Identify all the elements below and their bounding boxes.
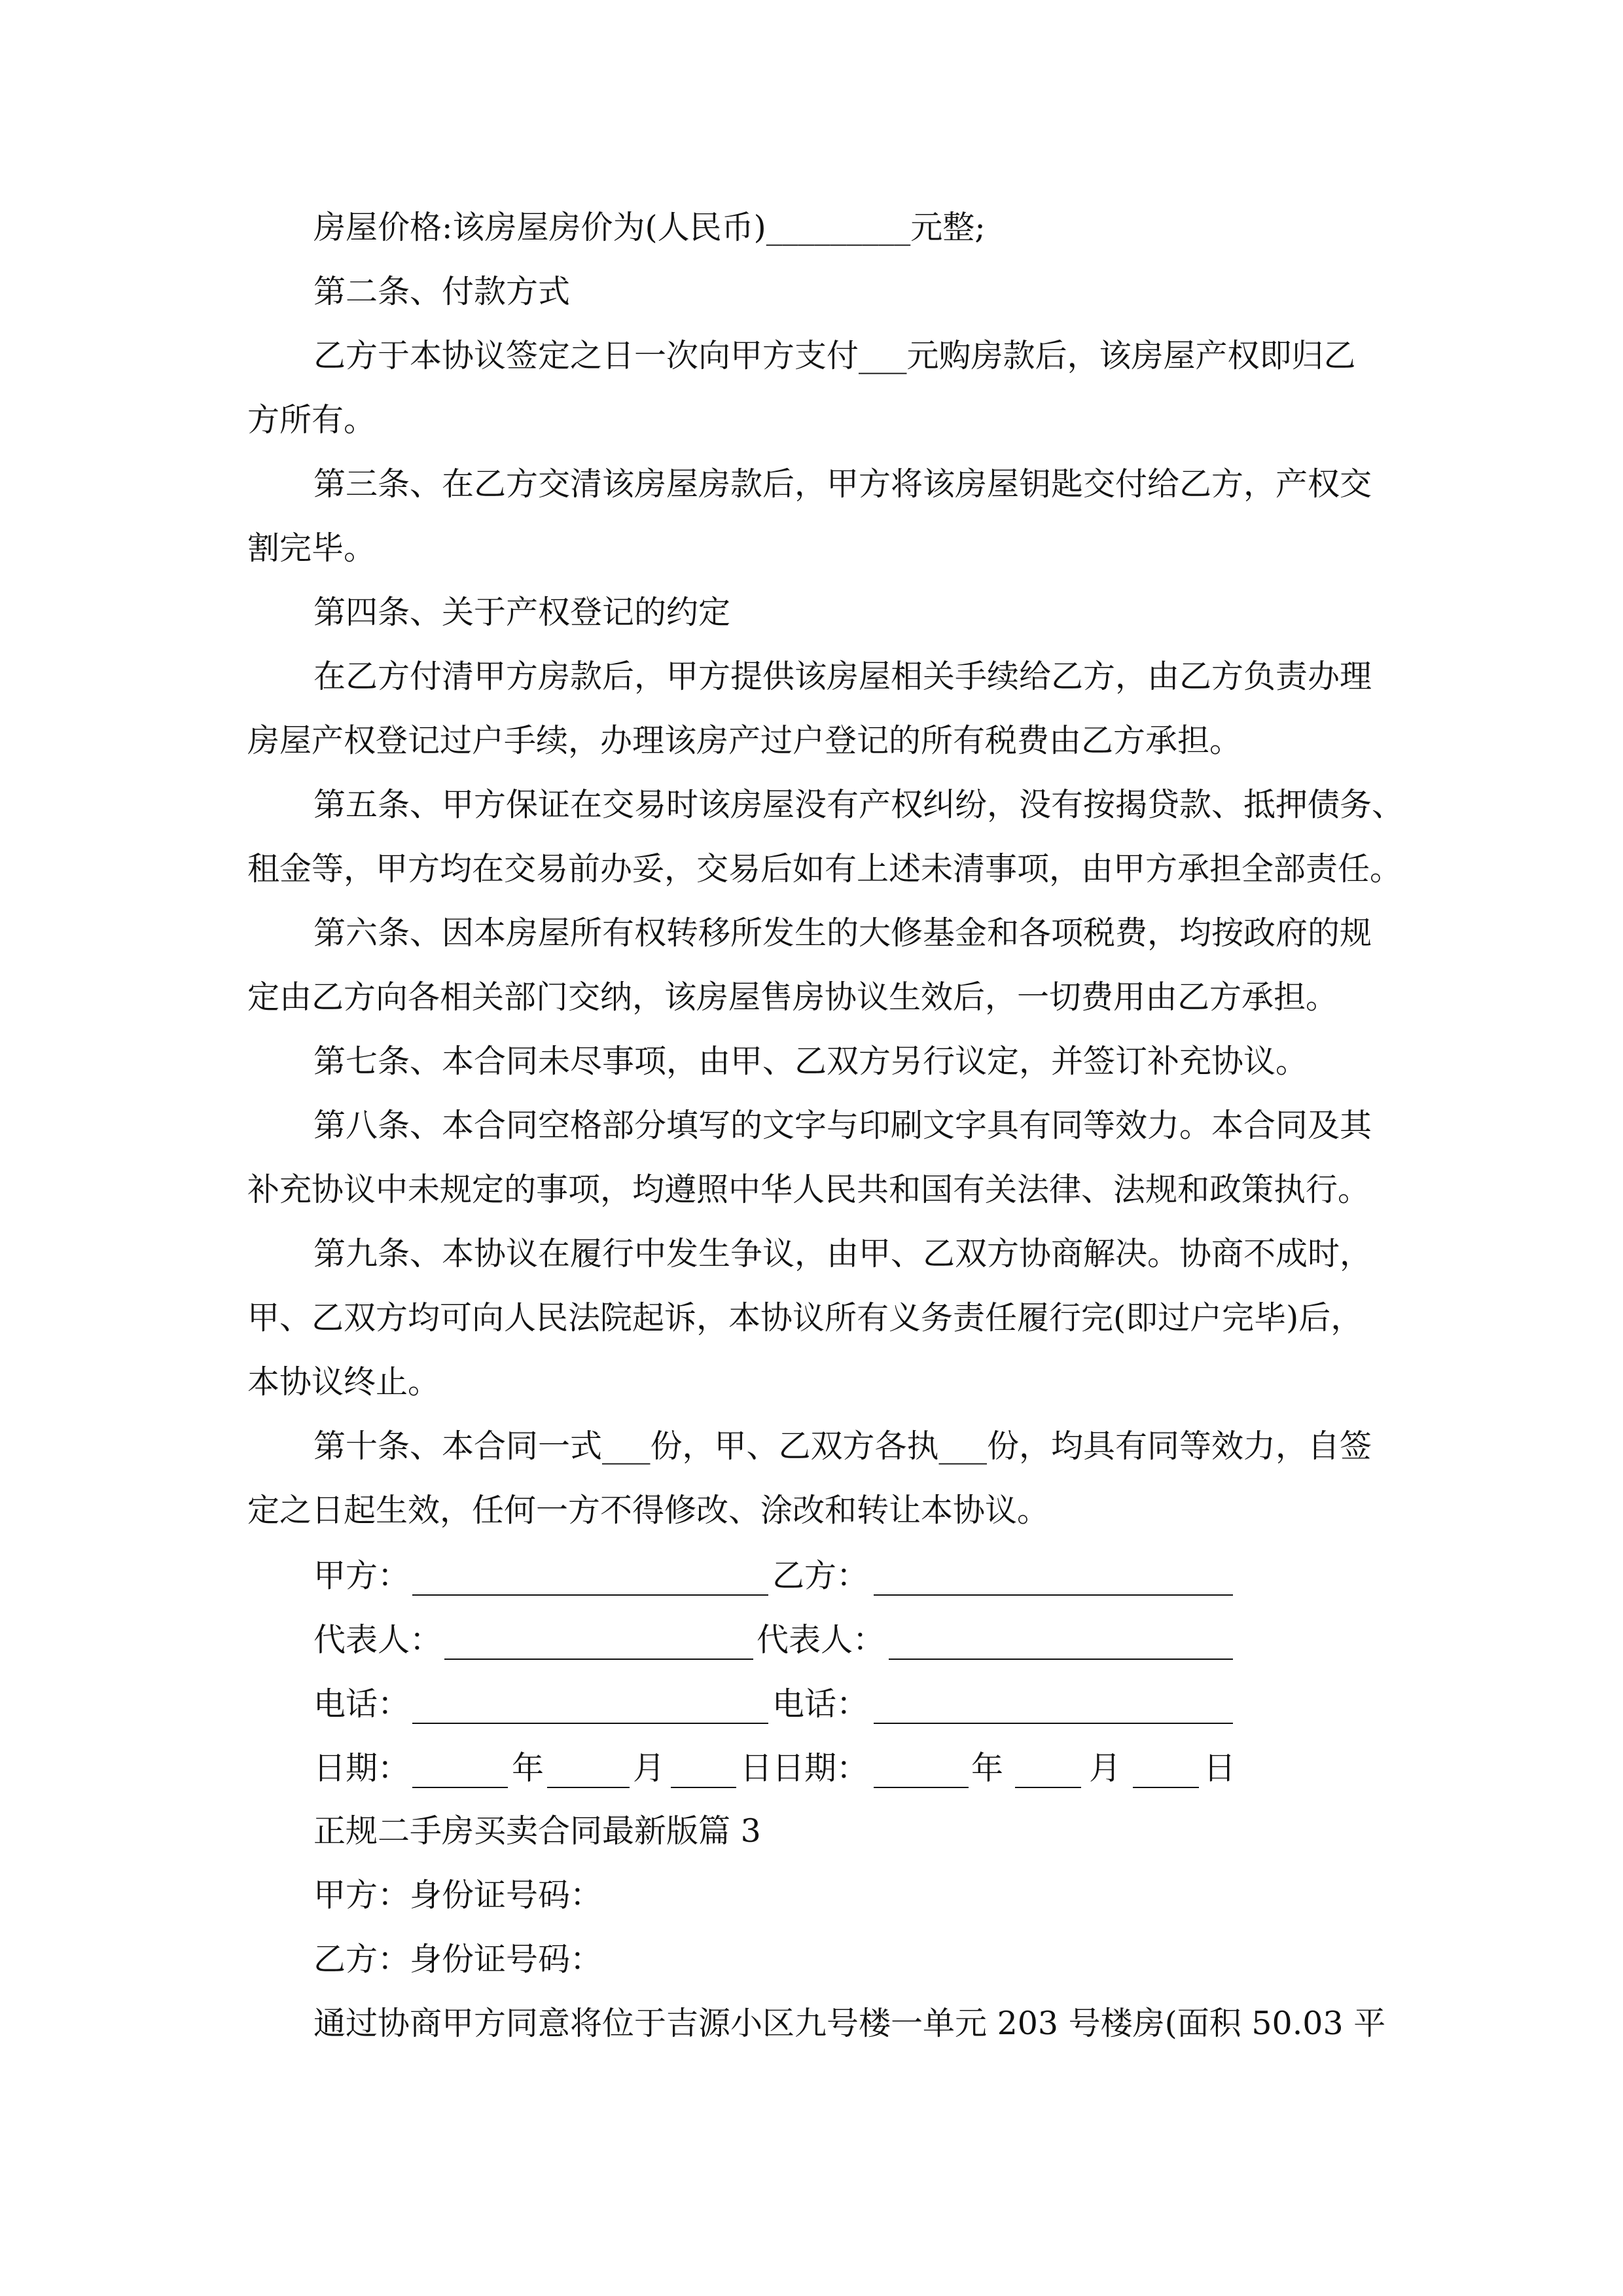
- month-a-blank[interactable]: [547, 1787, 630, 1788]
- text-line: 定由乙方向各相关部门交纳，该房屋售房协议生效后，一切费用由乙方承担。: [247, 978, 1338, 1016]
- text-line: 定之日起生效，任何一方不得修改、涂改和转让本协议。: [247, 1492, 1050, 1529]
- text-line: 第三条、在乙方交清该房屋房款后，甲方将该房屋钥匙交付给乙方，产权交: [313, 465, 1372, 503]
- year-b-label: 年: [971, 1749, 1004, 1787]
- party-b-blank[interactable]: [874, 1594, 1233, 1596]
- text-line: 第四条、关于产权登记的约定: [313, 594, 731, 631]
- phone-a-blank[interactable]: [412, 1723, 768, 1724]
- rep-b-label: 代表人：: [757, 1621, 885, 1659]
- text-line: 通过协商甲方同意将位于吉源小区九号楼一单元 203 号楼房(面积 50.03 平: [313, 2005, 1386, 2042]
- text-line: 第十条、本合同一式___份，甲、乙双方各执___份，均具有同等效力，自签: [313, 1427, 1372, 1465]
- text-line: 乙方：身份证号码：: [313, 1941, 603, 1978]
- text-line: 乙方于本协议签定之日一次向甲方支付___元购房款后，该房屋产权即归乙: [313, 337, 1356, 374]
- text-line: 方所有。: [247, 401, 376, 439]
- phone-b-blank[interactable]: [874, 1723, 1233, 1724]
- text-line: 割完毕。: [247, 529, 376, 567]
- text-line: 第七条、本合同未尽事项，由甲、乙双方另行议定，并签订补充协议。: [313, 1043, 1308, 1080]
- year-a-label: 年: [512, 1749, 544, 1787]
- month-b-blank[interactable]: [1015, 1787, 1081, 1788]
- day-date-b-label: 日日期：: [740, 1749, 869, 1787]
- text-line: 甲、乙双方均可向人民法院起诉，本协议所有义务责任履行完(即过户完毕)后，: [247, 1299, 1363, 1336]
- text-line: 租金等，甲方均在交易前办妥，交易后如有上述未清事项，由甲方承担全部责任。: [247, 850, 1402, 888]
- text-line: 第八条、本合同空格部分填写的文字与印刷文字具有同等效力。本合同及其: [313, 1107, 1372, 1144]
- text-line: 第二条、付款方式: [313, 273, 571, 310]
- text-line: 甲方：身份证号码：: [313, 1876, 603, 1914]
- text-line: 房屋产权登记过户手续，办理该房产过户登记的所有税费由乙方承担。: [247, 722, 1242, 759]
- text-line: 房屋价格:该房屋房价为(人民币)_________元整;: [313, 209, 986, 246]
- text-line: 补充协议中未规定的事项，均遵照中华人民共和国有关法律、法规和政策执行。: [247, 1171, 1370, 1208]
- text-line: 第九条、本协议在履行中发生争议，由甲、乙双方协商解决。协商不成时，: [313, 1235, 1372, 1272]
- month-a-label: 月: [633, 1749, 666, 1787]
- text-line: 本协议终止。: [247, 1363, 440, 1401]
- rep-a-label: 代表人：: [313, 1621, 442, 1659]
- year-b-blank[interactable]: [874, 1787, 969, 1788]
- day-b-label: 日: [1204, 1749, 1236, 1787]
- month-b-label: 月: [1089, 1749, 1122, 1787]
- rep-b-blank[interactable]: [889, 1659, 1233, 1660]
- date-a-label: 日期：: [313, 1749, 410, 1787]
- year-a-blank[interactable]: [412, 1787, 508, 1788]
- text-line: 正规二手房买卖合同最新版篇 3: [313, 1812, 761, 1850]
- party-b-label: 乙方：: [772, 1557, 869, 1594]
- phone-b-label: 电话：: [772, 1685, 869, 1723]
- text-line: 第六条、因本房屋所有权转移所发生的大修基金和各项税费，均按政府的规: [313, 914, 1372, 952]
- rep-a-blank[interactable]: [444, 1659, 753, 1660]
- text-line: 第五条、甲方保证在交易时该房屋没有产权纠纷，没有按揭贷款、抵押债务、: [313, 786, 1404, 823]
- text-line: 在乙方付清甲方房款后，甲方提供该房屋相关手续给乙方，由乙方负责办理: [313, 658, 1372, 695]
- phone-a-label: 电话：: [313, 1685, 410, 1723]
- day-b-blank[interactable]: [1133, 1787, 1199, 1788]
- party-a-blank[interactable]: [412, 1594, 768, 1596]
- party-a-label: 甲方：: [313, 1557, 410, 1594]
- day-a-blank[interactable]: [671, 1787, 736, 1788]
